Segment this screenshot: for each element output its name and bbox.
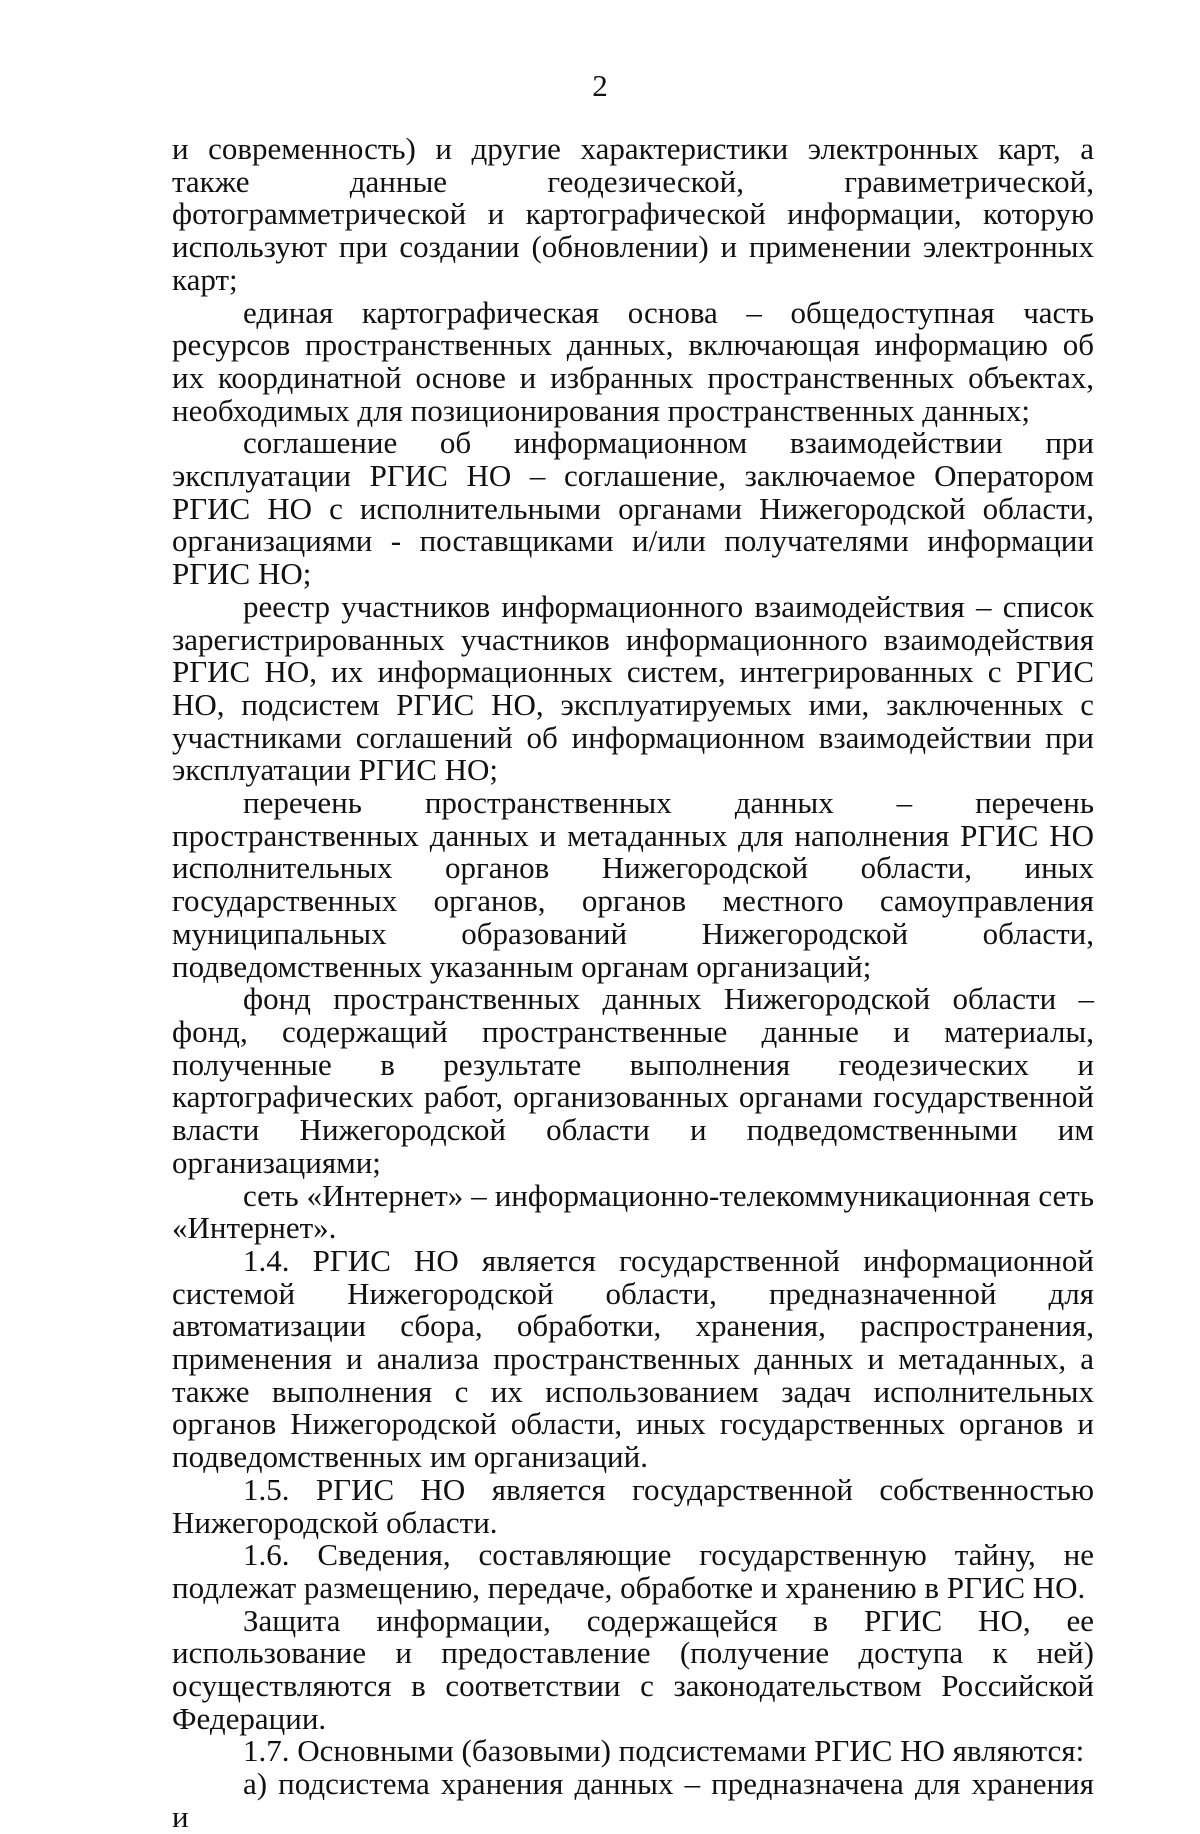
- paragraph-internet-definition: сеть «Интернет» – информационно-телекоммуникационная сеть «Интернет».: [172, 1177, 1094, 1246]
- document-body: [172, 133, 1094, 1834]
- paragraph-section-1-6: 1.6. Сведения, составляющие государственную тайну, не подлежат размещению, передаче, обработке и хранению в РГИС НО.: [172, 1537, 1094, 1605]
- paragraph-participants-registry: реестр участников информационного взаимодействия – список зарегистрированных участников информационного взаимодействия РГИС НО, их информационных систем, интегрированных с РГИС НО, подсистем РГИС НО, эксплуатируемых ими, заключенных с участниками соглашений об информационном взаимодействии при эксплуатации РГИС НО;: [172, 588, 1094, 788]
- paragraph-section-1-7: 1.7. Основными (базовыми) подсистемами РГИС НО являются:: [243, 1733, 1085, 1769]
- paragraph-electronic-maps-characteristics: и современность) и другие характеристики электронных карт, а также данные геодезической, гравиметрической, фотограмметрической и картографической информации, которую используют при создании (обновлении) и применении электронных карт;: [172, 131, 1094, 297]
- paragraph-section-1-4: 1.4. РГИС НО является государственной информационной системой Нижегородской области, предназначенной для автоматизации сбора, обработки, хранения, распространения, применения и анализа пространственных данных и метаданных, а также выполнения с их использованием задач исполнительных органов Нижегородской области, иных государственных органов и подведомственных им организаций.: [172, 1242, 1094, 1475]
- paragraph-section-1-5: 1.5. РГИС НО является государственной собственностью Нижегородской области.: [172, 1471, 1094, 1540]
- paragraph-information-protection: Защита информации, содержащейся в РГИС НО, ее использование и предоставление (получение доступа к ней) осуществляются в соответствии с законодательством Российской Федерации.: [172, 1602, 1094, 1736]
- paragraph-information-agreement: соглашение об информационном взаимодействии при эксплуатации РГИС НО – соглашение, заключаемое Оператором РГИС НО с исполнительными органами Нижегородской области, организациями - поставщиками и/или получателями информации РГИС НО;: [172, 425, 1094, 592]
- paragraph-unified-cartographic-basis: единая картографическая основа – общедоступная часть ресурсов пространственных данных, включающая информацию об их координатной основе и избранных пространственных объектах, необходимых для позиционирования пространственных данных;: [172, 294, 1094, 428]
- paragraph-spatial-data-list: перечень пространственных данных – перечень пространственных данных и метаданных для наполнения РГИС НО исполнительных органов Нижегородской области, иных государственных органов, органов местного самоуправления муниципальных образований Нижегородской области, подведомственных указанным органам организаций;: [172, 785, 1094, 984]
- paragraph-spatial-data-fund: фонд пространственных данных Нижегородской области – фонд, содержащий пространственные данные и материалы, полученные в результате выполнения геодезических и картографических работ, организованных органами государственной власти Нижегородской области и подведомственными им организациями;: [172, 981, 1094, 1180]
- page-number: 2: [592, 68, 608, 103]
- paragraph-subsystem-a: а) подсистема хранения данных – предназначена для хранения и: [172, 1766, 1094, 1834]
